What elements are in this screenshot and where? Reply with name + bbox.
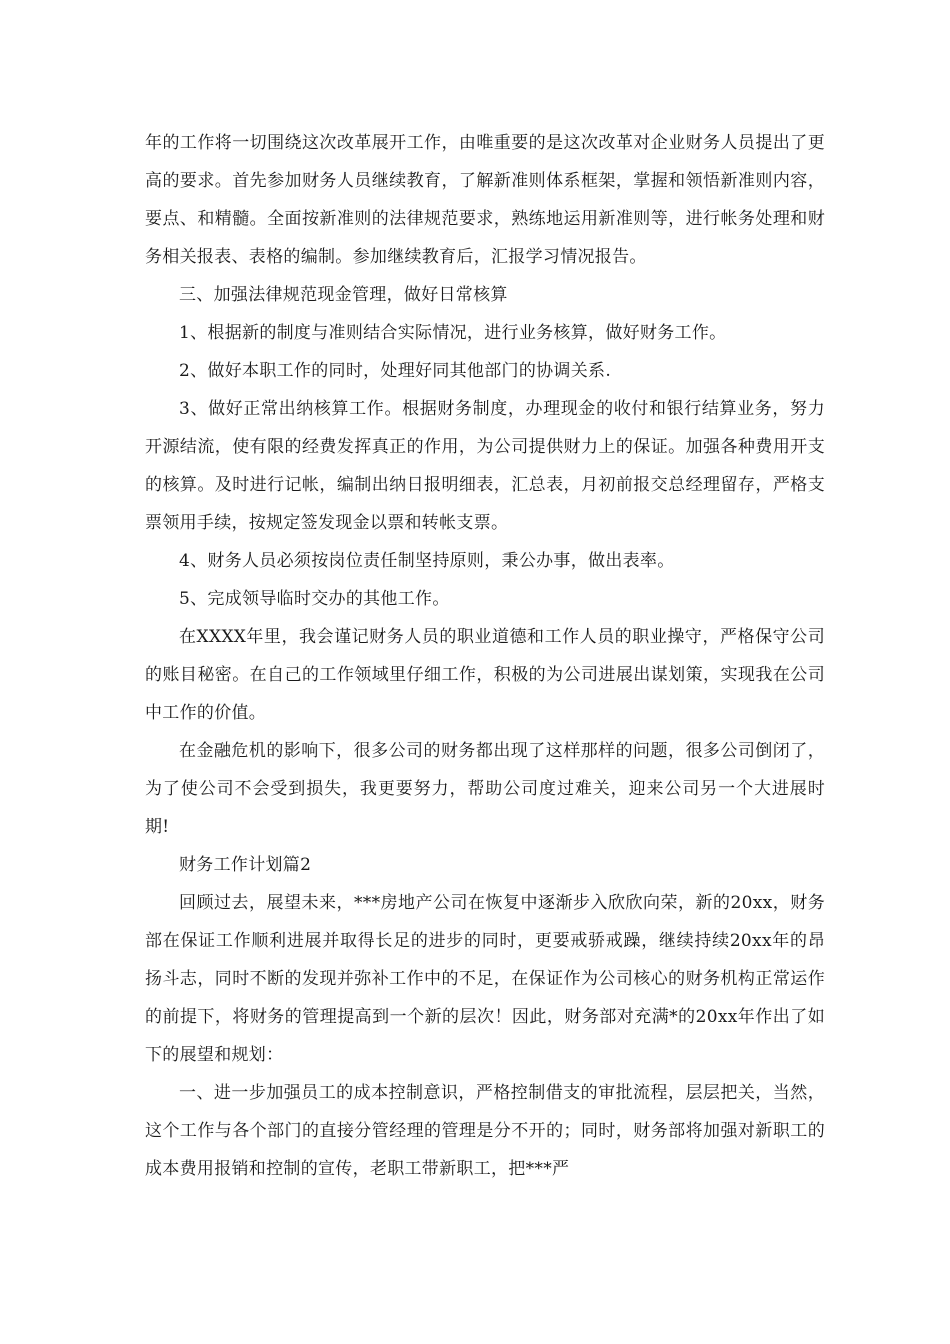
paragraph-continuation: 年的工作将一切围绕这次改革展开工作，由唯重要的是这次改革对企业财务人员提出了更高的要求。首先参加财务人员继续教育，了解新准则体系框架，掌握和领悟新准则内容，要点、和精髓。全面按新准则的法律规范要求，熟练地运用新准则等，进行帐务处理和财务相关报表、表格的编制。参加继续教育后，汇报学习情况报告。 (145, 133, 825, 267)
paragraph-year-plan: 在XXXX年里，我会谨记财务人员的职业道德和工作人员的职业操守，严格保守公司的账目秘密。在自己的工作领域里仔细工作，积极的为公司进展出谋划策，实现我在公司中工作的价值。 (145, 627, 825, 723)
list-item-3: 3、做好正常出纳核算工作。根据财务制度，办理现金的收付和银行结算业务，努力开源结流，使有限的经费发挥真正的作用，为公司提供财力上的保证。加强各种费用开支的核算。及时进行记帐，编制出纳日报明细表，汇总表，月初前报交总经理留存，严格支票领用手续，按规定签发现金以票和转帐支票。 (145, 399, 825, 533)
paragraph-review: 回顾过去，展望未来，***房地产公司在恢复中逐渐步入欣欣向荣，新的20xx，财务部在保证工作顺利进展并取得长足的进步的同时，更要戒骄戒躁，继续持续20xx年的昂扬斗志，同时不断的发现并弥补工作中的不足，在保证作为公司核心的财务机构正常运作的前提下，将财务的管理提高到一个新的层次！因此，财务部对充满*的20xx年作出了如下的展望和规划： (145, 893, 825, 1065)
section-heading-3: 三、加强法律规范现金管理，做好日常核算 (179, 285, 508, 305)
section-heading-1: 一、进一步加强员工的成本控制意识，严格控制借支的审批流程，层层把关，当然，这个工作与各个部门的直接分管经理的管理是分不开的；同时，财务部将加强对新职工的成本费用报销和控制的宣传，老职工带新职工，把***严 (145, 1083, 825, 1179)
document-body (145, 124, 825, 1188)
article-title-2: 财务工作计划篇2 (179, 855, 312, 875)
list-item-4: 4、财务人员必须按岗位责任制坚持原则，秉公办事，做出表率。 (179, 551, 675, 571)
list-item-2: 2、做好本职工作的同时，处理好同其他部门的协调关系. (179, 361, 612, 381)
list-item-1: 1、根据新的制度与准则结合实际情况，进行业务核算，做好财务工作。 (179, 323, 727, 343)
list-item-5: 5、完成领导临时交办的其他工作。 (179, 589, 450, 609)
paragraph-financial-crisis: 在金融危机的影响下，很多公司的财务都出现了这样那样的问题，很多公司倒闭了，为了使公司不会受到损失，我更要努力，帮助公司度过难关，迎来公司另一个大进展时期! (145, 741, 825, 837)
